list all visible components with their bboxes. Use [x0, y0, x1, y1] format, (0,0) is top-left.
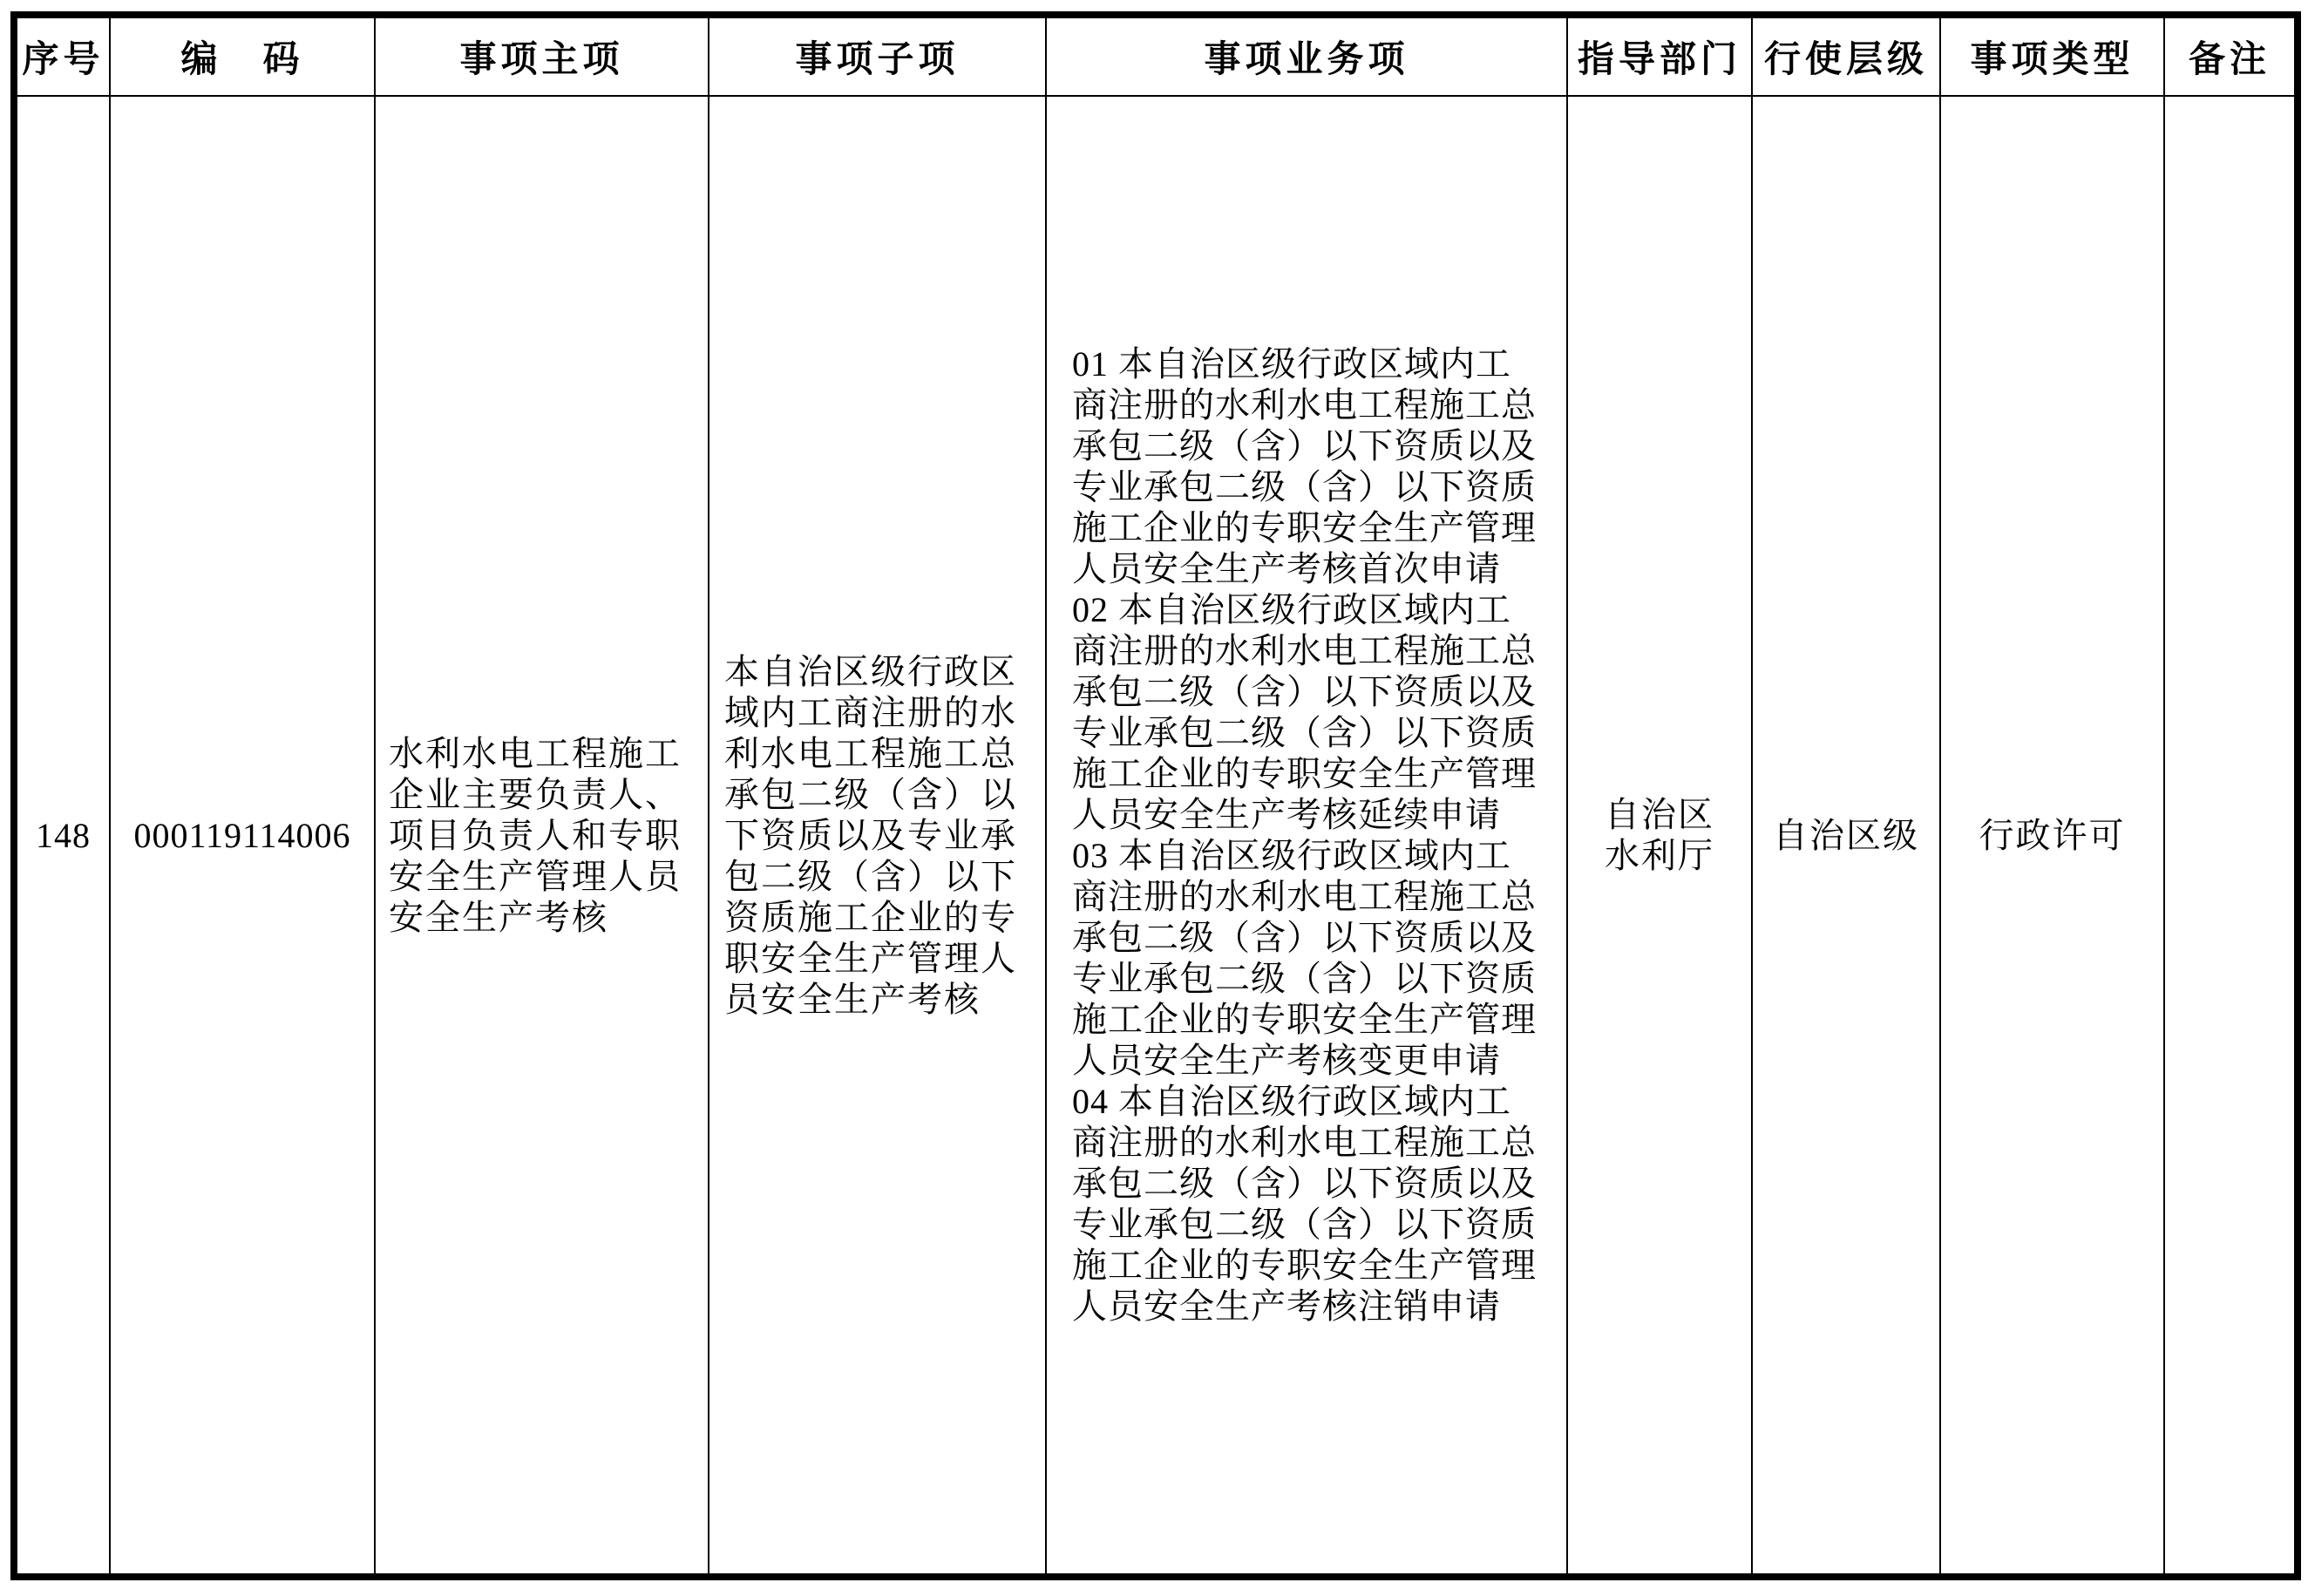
approval-items-table [10, 11, 2301, 1580]
header-guide-department: 指导部门 [1567, 15, 1752, 96]
cell-serial-number: 148 [14, 96, 110, 1577]
business-items-list: 01 本自治区级行政区域内工商注册的水利水电工程施工总承包二级（含）以下资质以及专业承包二级（含）以下资质施工企业的专职安全生产管理人员安全生产考核首次申请 02 本自治区级行政区域内工商注册的水利水电工程施工总承包二级（含）以下资质以及专业承包二级（含）以下资质施工企业的专职安全生产管理人员安全生产考核延续申请 03 本自治区级行政区域内工商注册的水利水电工程施工总承包二级（含）以下资质以及专业承包二级（含）以下资质施工企业的专职安全生产管理人员安全生产考核变更申请 04 本自治区级行政区域内工商注册的水利水电工程施工总承包二级（含）以下资质以及专业承包二级（含）以下资质施工企业的专职安全生产管理人员安全生产考核注销申请 [1072, 344, 1537, 1326]
guide-department-lines: 自治区 水利厅 [1605, 795, 1714, 875]
header-exercise-level: 行使层级 [1752, 15, 1940, 96]
cell-code: 000119114006 [110, 96, 375, 1577]
cell-business-items [1046, 96, 1567, 1577]
table-row [14, 96, 2298, 1577]
header-serial-number: 序号 [14, 15, 110, 96]
cell-remark [2164, 96, 2298, 1577]
cell-sub-item: 本自治区级行政区域内工商注册的水利水电工程施工总承包二级（含）以下资质以及专业承包二级（含）以下资质施工企业的专职安全生产管理人员安全生产考核 [709, 96, 1046, 1577]
cell-item-type: 行政许可 [1940, 96, 2164, 1577]
cell-guide-department [1567, 96, 1752, 1577]
cell-exercise-level: 自治区级 [1752, 96, 1940, 1577]
header-sub-item: 事项子项 [709, 15, 1046, 96]
cell-main-item: 水利水电工程施工企业主要负责人、项目负责人和专职安全生产管理人员安全生产考核 [375, 96, 709, 1577]
header-remark: 备注 [2164, 15, 2298, 96]
header-item-type: 事项类型 [1940, 15, 2164, 96]
header-row [14, 15, 2298, 96]
header-business-item: 事项业务项 [1046, 15, 1567, 96]
header-main-item: 事项主项 [375, 15, 709, 96]
header-code: 编 码 [110, 15, 375, 96]
